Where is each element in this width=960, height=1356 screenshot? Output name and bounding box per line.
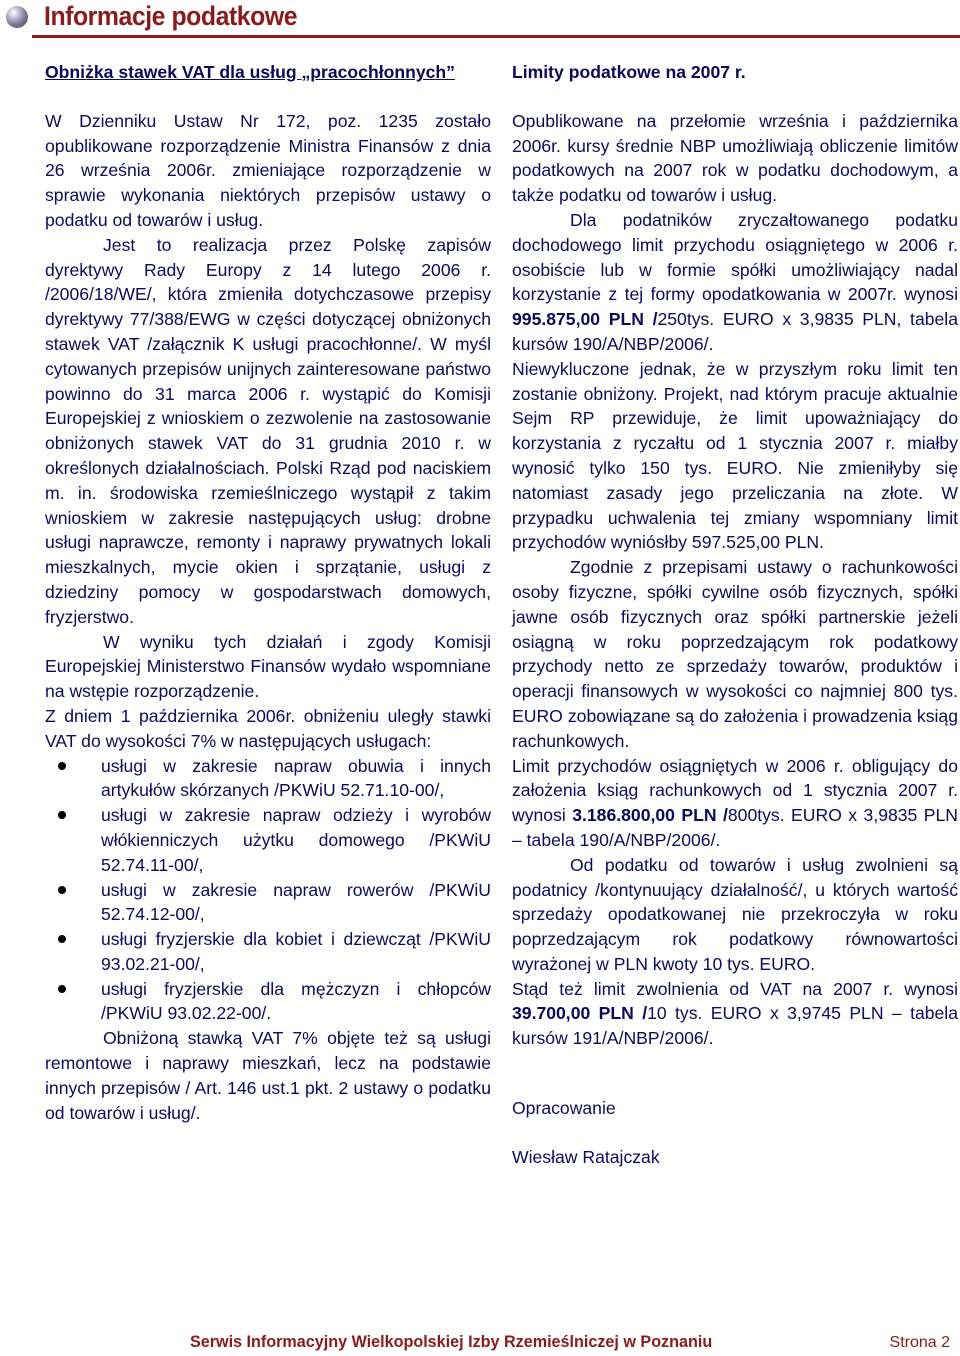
- paragraph: [512, 977, 958, 1051]
- paragraph: Obniżoną stawką VAT 7% objęte też są usługi remontowe i naprawy mieszkań, lecz na podstawie innych przepisów / Art. 146 ust.1 pkt. 2 ustawy o podatku od towarów i usług/.: [45, 1028, 491, 1123]
- list-item-text: usługi fryzjerskie dla kobiet i dziewcząt /PKWiU 93.02.21-00/,: [101, 929, 491, 974]
- list-item-text: usługi w zakresie napraw obuwia i innych artykułów skórzanych /PKWiU 52.71.10-00/,: [101, 755, 491, 801]
- paragraph: [512, 208, 958, 357]
- sphere-bullet-icon: [6, 6, 28, 28]
- bullet-dot-icon: [58, 811, 66, 819]
- bullet-dot-icon: [58, 985, 66, 993]
- footer-publisher: Serwis Informacyjny Wielkopolskiej Izby Rzemieślniczej w Poznaniu: [190, 1332, 713, 1351]
- paragraph: Z dniem 1 października 2006r. obniżeniu uległy stawki VAT do wysokości 7% w następujących usługach:: [45, 705, 491, 751]
- bold-amount: 995.875,00 PLN /: [512, 309, 658, 330]
- paragraph: Niewykluczone jednak, że w przyszłym roku limit ten zostanie obniżony. Projekt, nad którym pracuje aktualnie Sejm RP przewiduje, że limit upoważniający do korzystania z ryczałtu od 1 stycznia 2007 r. miałby wynosić tylko 150 tys. EURO. Nie zmieniłyby się natomiast zasady jego przeliczania na złote. W przypadku uchwalenia tej zmiany wspomniany limit przychodów wyniósłby 597.525,00 PLN.: [512, 358, 958, 553]
- list-item: [45, 754, 491, 804]
- left-column-article: [45, 60, 491, 1125]
- prepared-by-label: Opracowanie: [512, 1098, 616, 1119]
- page-number: Strona 2: [889, 1334, 950, 1351]
- paragraph-text: 800tys. EURO x 3,9835 PLN – tabela 190/A/NBP/2006/.: [512, 805, 958, 850]
- paragraph-text: 250tys. EURO x 3,9835 PLN, tabela kursów 190/A/NBP/2006/.: [512, 309, 958, 354]
- bullet-dot-icon: [58, 762, 66, 770]
- paragraph-text: Dla podatników zryczałtowanego podatku dochodowego limit przychodu osiągniętego w 2006 r. osobiście lub w formie spółki umożliwiający nadal korzystanie z tej formy opodatkowania w 2007r. wynosi: [512, 209, 958, 305]
- list-item-text: usługi w zakresie napraw odzieży i wyrobów włókienniczych użytku domowego /PKWiU 52.74.11-00/,: [101, 805, 491, 875]
- list-item: [45, 927, 491, 977]
- list-item: [45, 803, 491, 877]
- bold-amount: 3.186.800,00 PLN /: [572, 805, 728, 826]
- spacer: [512, 1121, 958, 1145]
- services-list: [45, 754, 491, 1027]
- list-item: [45, 878, 491, 928]
- page-title: Informacje podatkowe: [44, 1, 298, 31]
- paragraph-text: Stąd też limit zwolnienia od VAT na 2007 r. wynosi: [512, 978, 958, 999]
- bullet-dot-icon: [58, 935, 66, 943]
- paragraph: W Dzienniku Ustaw Nr 172, poz. 1235 zostało opublikowane rozporządzenie Ministra Finansów z dnia 26 września 2006r. zmieniające rozporządzenie w sprawie wykonania niektórych przepisów ustawy o podatku od towarów i usług.: [45, 110, 491, 230]
- article-title-vat: Obniżka stawek VAT dla usług „pracochłonnych”: [45, 62, 455, 82]
- right-column-article: [512, 60, 958, 1170]
- page-footer: [0, 1330, 960, 1356]
- paragraph: Opublikowane na przełomie września i października 2006r. kursy średnie NBP umożliwiają obliczenie limitów podatkowych na 2007 rok w podatku dochodowym, a także podatku od towarów i usług.: [512, 110, 958, 206]
- paragraph: [512, 754, 958, 853]
- list-item-text: usługi fryzjerskie dla mężczyzn i chłopców /PKWiU 93.02.22-00/.: [101, 978, 491, 1024]
- paragraph: Od podatku od towarów i usług zwolnieni są podatnicy /kontynuujący działalność/, u których wartość sprzedaży opodatkowanej nie przekroczyła w roku poprzedzającym rok podatkowy równowartości wyrażonej w PLN kwoty 10 tys. EURO.: [512, 854, 958, 974]
- title-underline-divider: [32, 35, 960, 38]
- paragraph-text: Limit przychodów osiągniętych w 2006 r. obligujący do założenia ksiąg rachunkowych od 1 stycznia 2007 r. wynosi: [512, 755, 958, 826]
- author-name: Wiesław Ratajczak: [512, 1146, 660, 1167]
- paragraph: Jest to realizacja przez Polskę zapisów dyrektywy Rady Europy z 14 lutego 2006 r. /2006/18/WE/, która zmieniła dotychczasowe przepisy dyrektywy 77/388/EWG w części dotyczącej obniżonych stawek VAT /załącznik K usługi pracochłonne/. W myśl cytowanych przepisów unijnych zainteresowane państwo powinno do 31 marca 2006 r. wystąpić do Komisji Europejskiej z wnioskiem o zezwolenie na zastosowanie obniżonych stawek VAT do 31 grudnia 2010 r. w określonych działalnościach. Polski Rząd pod naciskiem m. in. środowiska rzemieślniczego wystąpił z takim wnioskiem w zakresie następujących usług: drobne usługi naprawcze, remonty i naprawy prywatnych lokali mieszkalnych, mycie okien i sprzątanie, usługi z dziedziny pomocy w gospodarstwach domowych, fryzjerstwo.: [45, 234, 491, 627]
- paragraph: W wyniku tych działań i zgody Komisji Europejskiej Ministerstwo Finansów wydało wspomniane na wstępie rozporządzenie.: [45, 631, 491, 702]
- paragraph-text: 10 tys. EURO x 3,9745 PLN – tabela kursów 191/A/NBP/2006/.: [512, 1003, 959, 1049]
- bullet-dot-icon: [58, 886, 66, 894]
- spacer: [512, 1051, 958, 1096]
- list-item-text: usługi w zakresie napraw rowerów /PKWiU 52.74.12-00/,: [101, 879, 491, 925]
- page-header: [0, 0, 960, 36]
- paragraph: Zgodnie z przepisami ustawy o rachunkowości osoby fizyczne, spółki cywilne osób fizycznych, spółki jawne osób fizycznych oraz spółki partnerskie jeżeli osiągną w roku poprzedzającym rok podatkowy przychody netto ze sprzedaży towarów, produktów i operacji finansowych w wysokości co najmniej 800 tys. EURO zobowiązane są do założenia i prowadzenia ksiąg rachunkowych.: [512, 557, 958, 751]
- list-item: [45, 977, 491, 1027]
- article-title-limits: Limity podatkowe na 2007 r.: [512, 62, 746, 82]
- bold-amount: 39.700,00 PLN /: [512, 1003, 648, 1024]
